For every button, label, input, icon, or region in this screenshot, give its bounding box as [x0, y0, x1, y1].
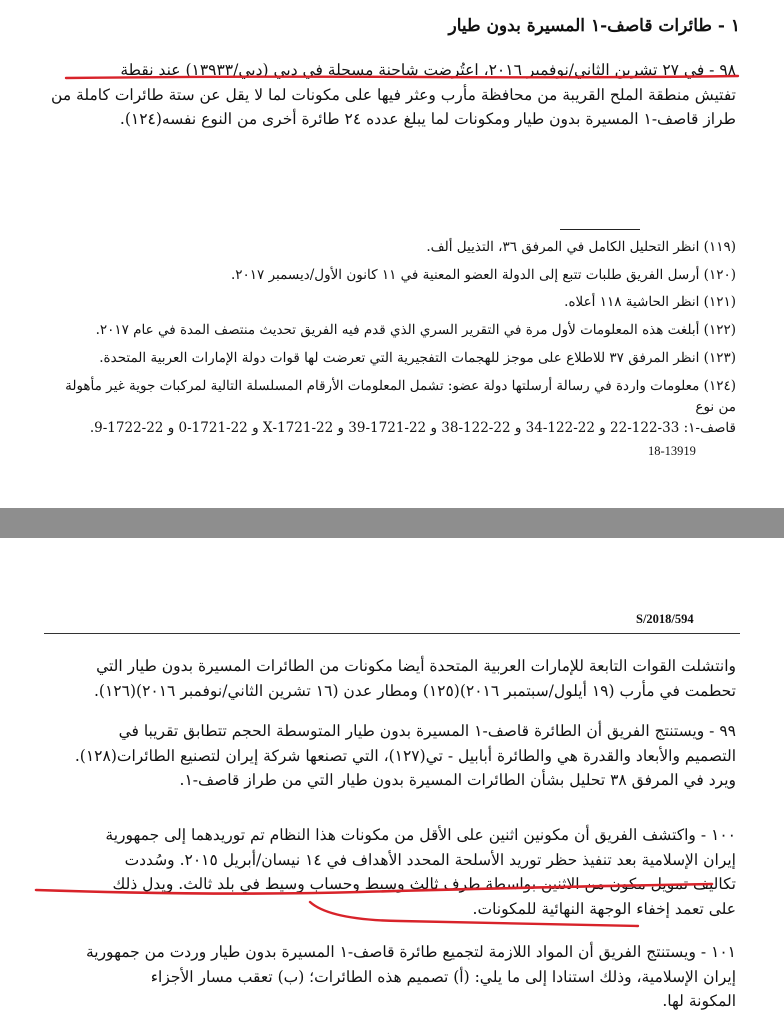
paragraph-line: التصميم والأبعاد والقدرة هي والطائرة أبابيل - تي(١٢٧)، التي تصنعها شركة إيران لتصنيع الطائرات(١٢٨).	[74, 746, 736, 765]
footnote-line: (١٢٤) معلومات واردة في رسالة أرسلتها دولة عضو: تشمل المعلومات الأرقام المسلسلة التالية لمركبات جوية غير مأهولة من نوع	[65, 378, 736, 415]
paragraph-101	[44, 940, 736, 1014]
footnote-prefix: قاصف-١:	[683, 420, 736, 436]
paragraph-line: تكاليف تمويل مكون من الاثنين بواسطة طرف ثالث وسيط وحساب وسيط في بلد ثالث. ويدل ذلك	[112, 875, 736, 893]
paragraph-line: المكونة لها.	[662, 992, 736, 1010]
paragraph-line: ٩٨ - في ٢٧ تشرين الثاني/نوفمبر ٢٠١٦، اعتُرضت شاحنة مسجلة في دبي (دبي/١٣٩٣٣) عند نقطة	[120, 61, 736, 79]
footnote-121: (١٢١) انظر الحاشية ١١٨ أعلاه.	[564, 294, 736, 310]
paragraph-line: ١٠١ - ويستنتج الفريق أن المواد اللازمة لتجميع طائرة قاصف-١ المسيرة بدون طيار وردت من جمهورية	[85, 943, 736, 961]
paragraph-line: تفتيش منطقة الملح القريبة من محافظة مأرب وعثر فيها على مكونات لما لا يقل عن ستة طائرات كاملة من	[51, 85, 736, 104]
paragraph-line: ١٠٠ - واكتشف الفريق أن مكونين اثنين على الأقل من مكونات هذا النظام تم توريدهما إلى جمهورية	[105, 826, 736, 844]
bottom-page	[0, 538, 784, 1024]
paragraph-line: تحطمت في مأرب (١٩ أيلول/سبتمبر ٢٠١٦)(١٢٥) ومطار عدن (١٦ تشرين الثاني/نوفمبر ٢٠١٦)(١٢٦).	[94, 681, 736, 700]
top-page	[0, 0, 784, 508]
paragraph-line: إيران الإسلامية بعد تنفيذ حظر توريد الأسلحة المحدد الأهداف في ١٤ نيسان/أبريل ٢٠١٥. وسُددت	[124, 850, 736, 869]
footnote-123: (١٢٣) انظر المرفق ٣٧ للاطلاع على موجز للهجمات التفجيرية التي تعرضت لها قوات دولة الإمارات العربية المتحدة.	[99, 350, 736, 366]
footnote-122: (١٢٢) أبلغت هذه المعلومات لأول مرة في التقرير السري الذي قدم فيه الفريق تحديث منتصف المدة في عام ٢٠١٧.	[95, 322, 736, 338]
footnote-119: (١١٩) انظر التحليل الكامل في المرفق ٣٦، التذييل ألف.	[426, 239, 736, 255]
paragraph-line: إيران الإسلامية، وذلك استنادا إلى ما يلي: (أ) تصميم هذه الطائرات؛ (ب) تعقب مسار الأجزاء	[150, 967, 736, 986]
section-heading: ١ - طائرات قاصف-١ المسيرة بدون طيار	[448, 16, 740, 36]
paragraph-line: ويرد في المرفق ٣٨ تحليل بشأن الطائرات المسيرة بدون طيار التي من طراز قاصف-١.	[179, 771, 736, 789]
page-separator	[0, 508, 784, 538]
page-number: 18-13919	[648, 444, 696, 458]
footnote-line	[44, 418, 736, 439]
paragraph-99	[44, 719, 736, 793]
paragraph-line: ٩٩ - ويستنتج الفريق أن الطائرة قاصف-١ المسيرة بدون طيار المتوسطة الحجم تتطابق تقريبا في	[118, 722, 736, 740]
footnote-124	[44, 376, 736, 439]
paragraph-98	[44, 58, 736, 132]
paragraph-100	[44, 823, 736, 921]
serial-numbers: 22-122-33 و 22-122-34 و 22-122-38 و 22-1721-39 و 22-1721-X و 22-1721-0 و 22-1722-9.	[89, 420, 680, 436]
paragraph-line: طراز قاصف-١ المسيرة بدون طيار ومكونات لما يبلغ عدده ٢٤ طائرة أخرى من النوع نفسه(١٢٤).	[119, 110, 736, 128]
paragraph-continued	[44, 654, 736, 703]
footnote-divider	[560, 229, 640, 230]
footnote-120: (١٢٠) أرسل الفريق طلبات تتبع إلى الدولة العضو المعنية في ١١ كانون الأول/ديسمبر ٢٠١٧.	[230, 267, 736, 283]
paragraph-line: على تعمد إخفاء الوجهة النهائية للمكونات.	[472, 899, 736, 918]
document-code: S/2018/594	[636, 612, 694, 626]
paragraph-line: وانتشلت القوات التابعة للإمارات العربية المتحدة أيضا مكونات من الطائرات المسيرة بدون طيار التي	[96, 657, 736, 675]
header-rule	[44, 633, 740, 634]
